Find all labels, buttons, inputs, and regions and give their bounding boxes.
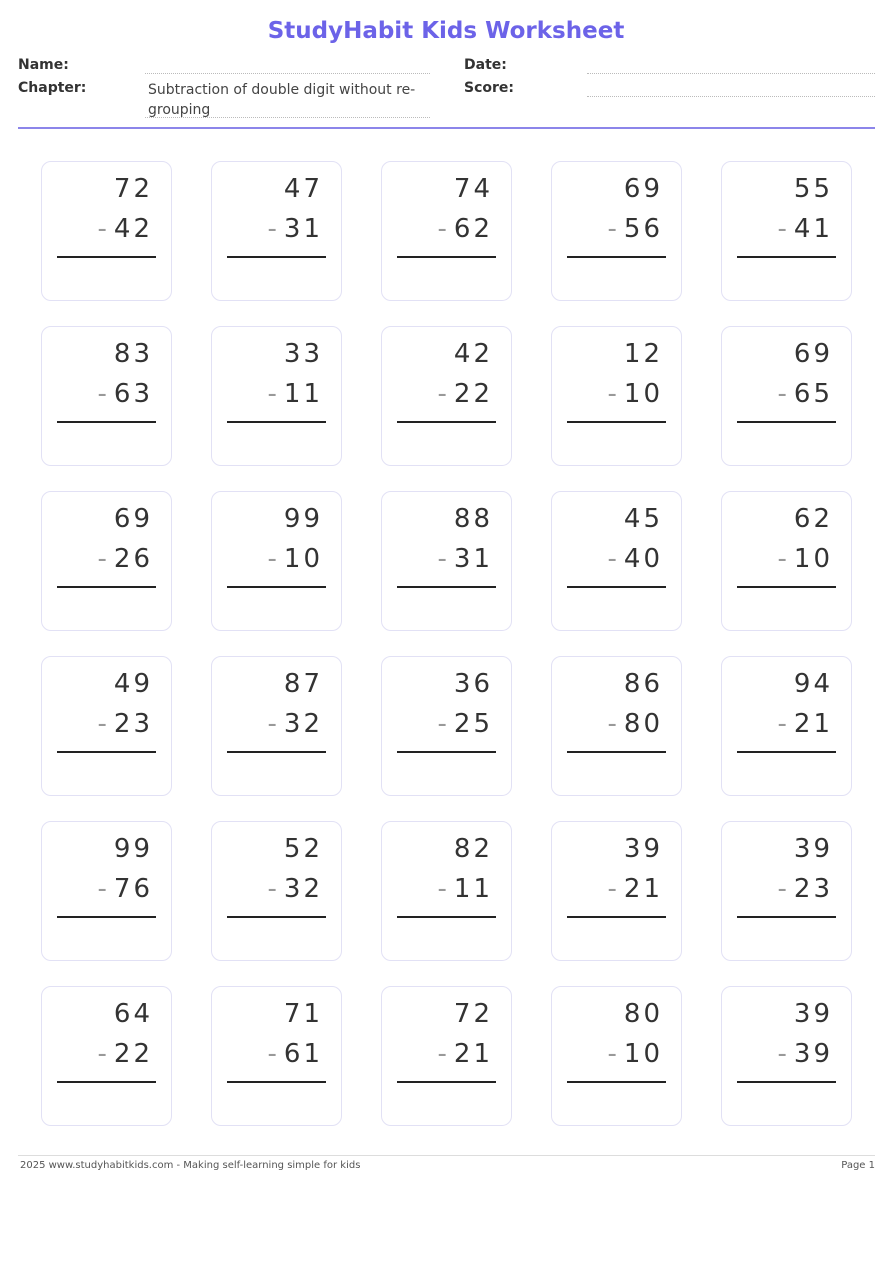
subtrahend-row [98, 544, 153, 574]
problem-card [551, 656, 682, 796]
worksheet-title: StudyHabit Kids Worksheet [267, 18, 625, 44]
minus-sign: - [437, 709, 450, 739]
subtrahend: 41 [793, 214, 833, 244]
minuend: 45 [623, 504, 663, 534]
footer-divider [18, 1155, 875, 1156]
subtrahend: 63 [113, 379, 153, 409]
answer-line[interactable] [567, 751, 666, 753]
minus-sign: - [607, 874, 620, 904]
header-divider [18, 127, 875, 129]
minuend: 64 [113, 999, 153, 1029]
subtrahend: 32 [283, 874, 323, 904]
subtrahend-row [98, 874, 153, 904]
minus-sign: - [777, 1039, 790, 1069]
subtrahend: 26 [113, 544, 153, 574]
subtrahend: 32 [283, 709, 323, 739]
subtrahend-row [778, 874, 833, 904]
minuend: 39 [793, 999, 833, 1029]
subtrahend-row [268, 874, 323, 904]
problem-card [551, 161, 682, 301]
answer-line[interactable] [567, 421, 666, 423]
subtrahend-row [268, 544, 323, 574]
problem-card [551, 986, 682, 1126]
subtrahend: 65 [793, 379, 833, 409]
subtrahend: 21 [793, 709, 833, 739]
problem-card [211, 161, 342, 301]
subtrahend-row [608, 214, 663, 244]
subtrahend-row [608, 874, 663, 904]
problem-card [211, 491, 342, 631]
problem-card [41, 491, 172, 631]
subtrahend-row [778, 214, 833, 244]
minuend: 69 [113, 504, 153, 534]
minuend: 94 [793, 669, 833, 699]
minuend: 99 [113, 834, 153, 864]
minus-sign: - [97, 1039, 110, 1069]
minus-sign: - [607, 1039, 620, 1069]
subtrahend: 31 [283, 214, 323, 244]
subtrahend: 62 [453, 214, 493, 244]
subtrahend: 56 [623, 214, 663, 244]
answer-line[interactable] [567, 256, 666, 258]
problem-card [41, 326, 172, 466]
minuend: 33 [283, 339, 323, 369]
minuend: 72 [113, 174, 153, 204]
answer-line[interactable] [227, 751, 326, 753]
subtrahend: 61 [283, 1039, 323, 1069]
problem-card [381, 821, 512, 961]
minus-sign: - [777, 709, 790, 739]
minus-sign: - [267, 709, 280, 739]
minus-sign: - [437, 874, 450, 904]
problem-card [721, 821, 852, 961]
minuend: 87 [283, 669, 323, 699]
minus-sign: - [267, 544, 280, 574]
subtrahend: 10 [623, 379, 663, 409]
minus-sign: - [97, 379, 110, 409]
answer-line[interactable] [397, 421, 496, 423]
minus-sign: - [267, 379, 280, 409]
subtrahend-row [268, 709, 323, 739]
date-field[interactable] [587, 73, 875, 74]
subtrahend-row [98, 214, 153, 244]
problem-card [551, 326, 682, 466]
subtrahend: 76 [113, 874, 153, 904]
minus-sign: - [437, 379, 450, 409]
answer-line[interactable] [567, 586, 666, 588]
subtrahend-row [268, 214, 323, 244]
minuend: 42 [453, 339, 493, 369]
subtrahend: 21 [453, 1039, 493, 1069]
page-number: Page 1 [841, 1160, 875, 1171]
subtrahend-row [438, 379, 493, 409]
answer-line[interactable] [397, 586, 496, 588]
problem-card [211, 986, 342, 1126]
minuend: 47 [283, 174, 323, 204]
subtrahend: 11 [453, 874, 493, 904]
subtrahend: 22 [113, 1039, 153, 1069]
minuend: 80 [623, 999, 663, 1029]
problem-card [721, 491, 852, 631]
problem-card [381, 326, 512, 466]
name-label: Name: [18, 57, 69, 73]
score-field[interactable] [587, 96, 875, 97]
minus-sign: - [267, 874, 280, 904]
answer-line[interactable] [567, 1081, 666, 1083]
problem-card [721, 326, 852, 466]
problem-card [41, 986, 172, 1126]
minus-sign: - [97, 214, 110, 244]
minuend: 86 [623, 669, 663, 699]
minus-sign: - [777, 214, 790, 244]
subtrahend-row [778, 544, 833, 574]
problem-card [381, 656, 512, 796]
answer-line[interactable] [397, 256, 496, 258]
subtrahend-row [778, 379, 833, 409]
problem-card [211, 656, 342, 796]
answer-line[interactable] [227, 586, 326, 588]
minus-sign: - [607, 544, 620, 574]
minuend: 55 [793, 174, 833, 204]
subtrahend: 42 [113, 214, 153, 244]
subtrahend-row [778, 1039, 833, 1069]
subtrahend-row [608, 709, 663, 739]
answer-line[interactable] [737, 751, 836, 753]
answer-line[interactable] [57, 256, 156, 258]
minuend: 49 [113, 669, 153, 699]
subtrahend: 11 [283, 379, 323, 409]
subtrahend: 21 [623, 874, 663, 904]
minus-sign: - [607, 709, 620, 739]
subtrahend-row [608, 544, 663, 574]
problem-card [381, 161, 512, 301]
minuend: 99 [283, 504, 323, 534]
chapter-label: Chapter: [18, 80, 87, 96]
problem-card [551, 491, 682, 631]
answer-line[interactable] [397, 1081, 496, 1083]
answer-line[interactable] [227, 1081, 326, 1083]
answer-line[interactable] [737, 1081, 836, 1083]
problem-card [41, 656, 172, 796]
answer-line[interactable] [227, 916, 326, 918]
minuend: 62 [793, 504, 833, 534]
problem-card [551, 821, 682, 961]
subtrahend: 22 [453, 379, 493, 409]
subtrahend-row [268, 1039, 323, 1069]
answer-line[interactable] [57, 916, 156, 918]
problem-card [211, 821, 342, 961]
answer-line[interactable] [397, 751, 496, 753]
subtrahend: 25 [453, 709, 493, 739]
date-label: Date: [464, 57, 507, 73]
minus-sign: - [267, 1039, 280, 1069]
chapter-underline [145, 117, 430, 118]
subtrahend: 10 [623, 1039, 663, 1069]
subtrahend: 23 [113, 709, 153, 739]
minus-sign: - [97, 709, 110, 739]
minuend: 74 [453, 174, 493, 204]
minuend: 12 [623, 339, 663, 369]
subtrahend-row [608, 1039, 663, 1069]
subtrahend: 10 [793, 544, 833, 574]
footer-text: 2025 www.studyhabitkids.com - Making self-learning simple for kids [20, 1160, 361, 1171]
minuend: 88 [453, 504, 493, 534]
subtrahend-row [98, 709, 153, 739]
subtrahend-row [438, 214, 493, 244]
subtrahend-row [268, 379, 323, 409]
minuend: 36 [453, 669, 493, 699]
answer-line[interactable] [227, 421, 326, 423]
answer-line[interactable] [57, 586, 156, 588]
problem-card [381, 491, 512, 631]
score-label: Score: [464, 80, 514, 96]
answer-line[interactable] [57, 751, 156, 753]
problem-card [381, 986, 512, 1126]
problem-card [41, 161, 172, 301]
minus-sign: - [437, 1039, 450, 1069]
subtrahend: 39 [793, 1039, 833, 1069]
minus-sign: - [777, 874, 790, 904]
answer-line[interactable] [737, 256, 836, 258]
minus-sign: - [777, 379, 790, 409]
subtrahend: 10 [283, 544, 323, 574]
minuend: 83 [113, 339, 153, 369]
subtrahend-row [438, 874, 493, 904]
minus-sign: - [437, 214, 450, 244]
minuend: 71 [283, 999, 323, 1029]
answer-line[interactable] [57, 421, 156, 423]
subtrahend-row [778, 709, 833, 739]
minuend: 72 [453, 999, 493, 1029]
answer-line[interactable] [737, 916, 836, 918]
name-field[interactable] [145, 73, 430, 74]
answer-line[interactable] [737, 586, 836, 588]
answer-line[interactable] [567, 916, 666, 918]
minuend: 39 [793, 834, 833, 864]
subtrahend-row [438, 1039, 493, 1069]
subtrahend-row [438, 709, 493, 739]
problem-card [721, 656, 852, 796]
subtrahend-row [98, 1039, 153, 1069]
minus-sign: - [777, 544, 790, 574]
subtrahend: 40 [623, 544, 663, 574]
minuend: 39 [623, 834, 663, 864]
minus-sign: - [607, 379, 620, 409]
problem-card [721, 161, 852, 301]
minus-sign: - [437, 544, 450, 574]
minuend: 82 [453, 834, 493, 864]
problem-card [41, 821, 172, 961]
minuend: 69 [793, 339, 833, 369]
minus-sign: - [607, 214, 620, 244]
subtrahend: 23 [793, 874, 833, 904]
subtrahend-row [608, 379, 663, 409]
minuend: 52 [283, 834, 323, 864]
problem-card [211, 326, 342, 466]
minus-sign: - [267, 214, 280, 244]
subtrahend: 80 [623, 709, 663, 739]
answer-line[interactable] [397, 916, 496, 918]
minuend: 69 [623, 174, 663, 204]
subtrahend-row [438, 544, 493, 574]
answer-line[interactable] [227, 256, 326, 258]
minus-sign: - [97, 544, 110, 574]
answer-line[interactable] [737, 421, 836, 423]
subtrahend: 31 [453, 544, 493, 574]
minus-sign: - [97, 874, 110, 904]
answer-line[interactable] [57, 1081, 156, 1083]
chapter-value: Subtraction of double digit without re-grouping [148, 82, 416, 118]
subtrahend-row [98, 379, 153, 409]
problem-card [721, 986, 852, 1126]
